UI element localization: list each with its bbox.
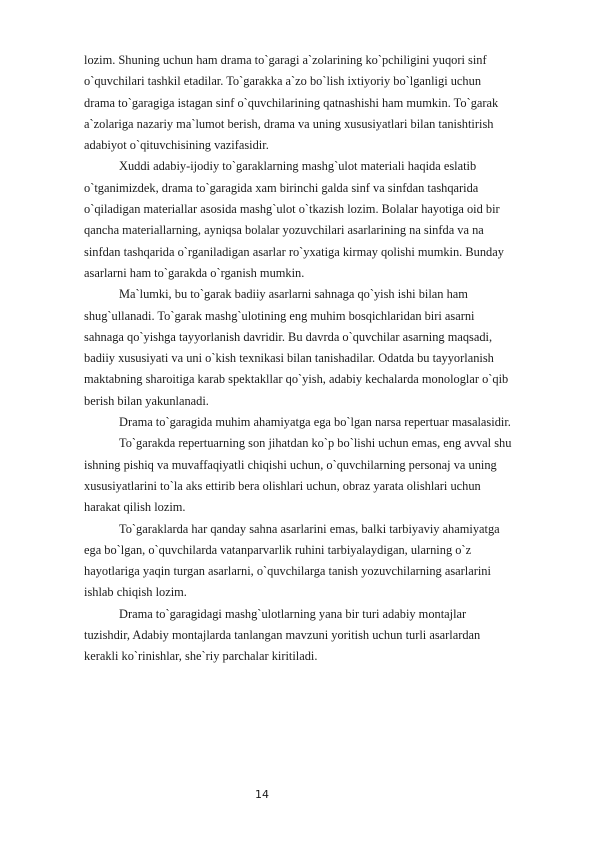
text-line: sahnaga qo`yishga tayyorlanish davridir. Bu davrda o`quvchilar asarning maqsadi, xyxy=(84,329,493,344)
document-body xyxy=(84,50,565,668)
paragraph xyxy=(84,412,565,433)
text-line: Ma`lumki, bu to`garak badiiy asarlarni sahnaga qo`yish ishi bilan ham xyxy=(119,287,468,302)
text-line: To`garakda repertuarning son jihatdan ko`p bo`lishi uchun emas, eng avval shu xyxy=(119,436,512,451)
paragraph xyxy=(84,156,565,284)
text-line: adabiyot o`qituvchisining vazifasidir. xyxy=(84,138,269,153)
text-line: o`tganimizdek, drama to`garagida xam birinchi galda sinf va sinfdan tashqarida xyxy=(84,180,479,195)
page-number: 14 xyxy=(255,788,269,801)
text-line: hayotlariga yaqin turgan asarlarni, o`quvchilarga tanish yozuvchilarning asarlarini xyxy=(84,564,491,579)
text-line: lozim. Shuning uchun ham drama to`garagi a`zolarining ko`pchiligini yuqori sinf xyxy=(84,53,487,67)
text-line: xususiyatlarini to`la aks ettirib bera olishlari uchun, obraz yarata olishlari uchun xyxy=(84,478,481,493)
paragraph xyxy=(84,604,565,668)
text-line: Drama to`garagida muhim ahamiyatga ega bo`lgan narsa repertuar masalasidir. xyxy=(119,415,511,430)
text-line: Drama to`garagidagi mashg`ulotlarning yana bir turi adabiy montajlar xyxy=(119,606,467,621)
text-line: o`quvchilari tashkil etadilar. To`garakka a`zo bo`lish ixtiyoriy bo`lganligi uchun xyxy=(84,74,482,89)
text-line: tuzishdir, Adabiy montajlarda tanlangan mavzuni yoritish uchun turli asarlardan xyxy=(84,628,481,643)
text-line: a`zolariga nazariy ma`lumot berish, drama va uning xususiyatlari bilan tanishtirish xyxy=(84,116,494,131)
text-line: ishning pishiq va muvaffaqiyatli chiqishi uchun, o`quvchilarning personaj va uning xyxy=(84,457,497,472)
paragraph xyxy=(84,433,565,518)
text-line: asarlarni ham to`garakda o`rganish mumkin. xyxy=(84,265,305,280)
text-line: shug`ullanadi. To`garak mashg`ulotining eng muhim bosqichlaridan biri asarni xyxy=(84,308,475,323)
text-line: maktabning sharoitiga karab spektakllar qo`yish, adabiy kechalarda monologlar o`qib xyxy=(84,372,509,387)
paragraph xyxy=(84,519,565,604)
text-line: qancha materiallarning, ayniqsa bolalar yozuvchilari asarlarining na sinfda va na xyxy=(84,223,484,238)
paragraph xyxy=(84,50,565,156)
text-line: kerakli ko`rinishlar, she`riy parchalar kiritiladi. xyxy=(84,649,318,664)
text-line: drama to`garagiga istagan sinf o`quvchilarining qatnashishi ham mumkin. To`garak xyxy=(84,95,499,110)
text-line: To`garaklarda har qanday sahna asarlarini emas, balki tarbiyaviy ahamiyatga xyxy=(119,521,500,536)
paragraph xyxy=(84,284,565,412)
text-line: berish bilan yakunlanadi. xyxy=(84,393,209,408)
text-line: ishlab chiqish lozim. xyxy=(84,585,187,600)
text-line: sinfdan tashqarida o`rganiladigan asarlar ro`yxatiga kirmay qolishi mumkin. Bunday xyxy=(84,244,504,259)
text-line: ega bo`lgan, o`quvchilarda vatanparvarlik ruhini tarbiyalaydigan, ularning o`z xyxy=(84,542,472,557)
text-line: Xuddi adabiy-ijodiy to`garaklarning mashg`ulot materiali haqida eslatib xyxy=(119,159,477,174)
text-line: badiiy xususiyati va uni o`kish texnikasi bilan tanishadilar. Odatda bu tayyorlanish xyxy=(84,351,494,366)
text-line: o`qiladigan materiallar asosida mashg`ulot o`tkazish lozim. Bolalar hayotiga oid bir xyxy=(84,202,500,217)
text-line: harakat qilish lozim. xyxy=(84,500,186,515)
